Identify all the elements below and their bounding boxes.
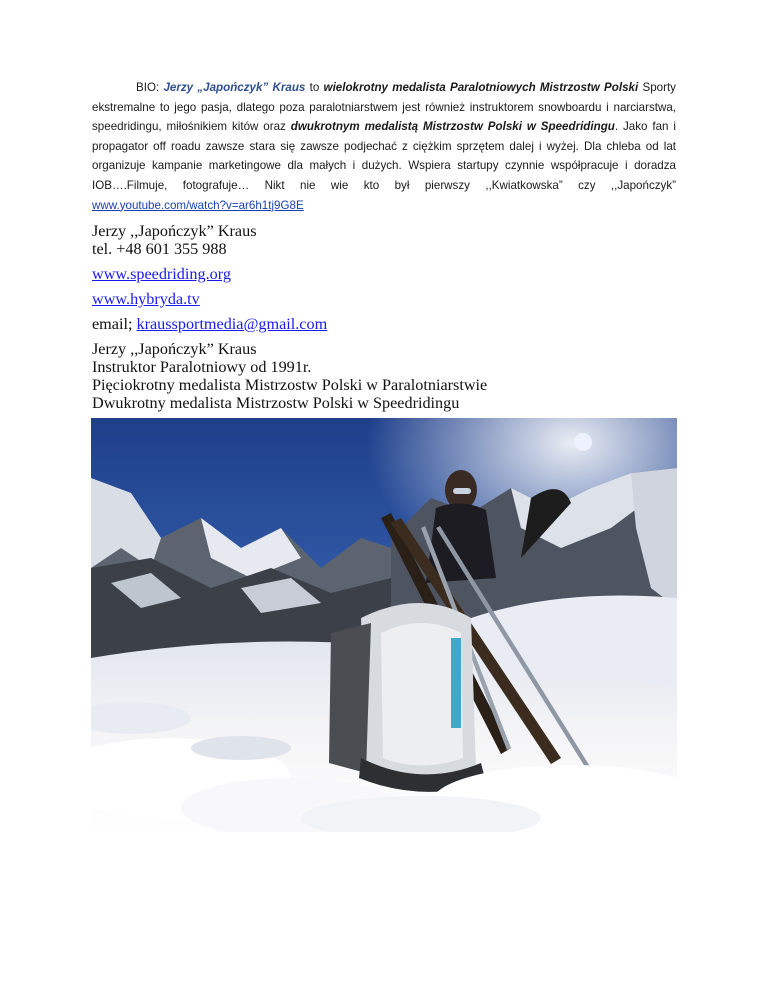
contact-name: Jerzy ,,Japończyk” Kraus bbox=[92, 222, 257, 240]
bio-highlight-speedriding: dwukrotnym medalistą Mistrzostw Polski w Speedridingu bbox=[290, 120, 615, 134]
bio-text: . Jako fan i propagator off roadu zawsze stara się zawsze podjechać z ciężkim sprzętem dalej i wyżej. Dla chleba od lat organizuje kampanie marketingowe dla małych i dużych. Wspiera startupy czynnie współpracuje i doradza IOB….Filmuje, fotografuje… Nikt nie wie kto był pierwszy ,,Kwiatkowska” czy ,,Japończyk” bbox=[92, 120, 676, 192]
contact-block bbox=[92, 222, 692, 412]
email-link[interactable]: kraussportmedia@gmail.com bbox=[136, 315, 328, 333]
credential-instructor: Instruktor Paralotniowy od 1991r. bbox=[92, 358, 312, 376]
hybryda-link[interactable]: www.hybryda.tv bbox=[92, 290, 200, 308]
speedriding-link[interactable]: www.speedriding.org bbox=[92, 265, 231, 283]
credential-speedriding: Dwukrotny medalista Mistrzostw Polski w Speedridingu bbox=[92, 394, 460, 412]
bio-text: to bbox=[305, 81, 324, 94]
bio-name: Jerzy „Japończyk” Kraus bbox=[163, 81, 306, 94]
contact-name-repeat: Jerzy ,,Japończyk” Kraus bbox=[92, 340, 257, 358]
bio-paragraph bbox=[92, 78, 676, 215]
email-row bbox=[92, 315, 692, 333]
contact-phone: tel. +48 601 355 988 bbox=[92, 240, 227, 258]
youtube-link[interactable]: www.youtube.com/watch?v=ar6h1tj9G8E bbox=[92, 198, 304, 212]
bio-text: Sporty ekstremalne to jego pasja, dlatego poza paralotniarstwem jest również instruktorem snowboardu i narciarstwa, speedridingu, miłośnikiem kitów oraz bbox=[92, 81, 676, 134]
bio-label: BIO: bbox=[136, 81, 164, 94]
mountain-photo bbox=[91, 418, 677, 832]
email-label: email; bbox=[92, 315, 137, 333]
credential-paragliding: Pięciokrotny medalista Mistrzostw Polski w Paralotniarstwie bbox=[92, 376, 488, 394]
bio-highlight-paragliding: wielokrotny medalista Paralotniowych Mistrzostw Polski bbox=[323, 81, 639, 94]
mountain-photo-image bbox=[91, 418, 677, 832]
